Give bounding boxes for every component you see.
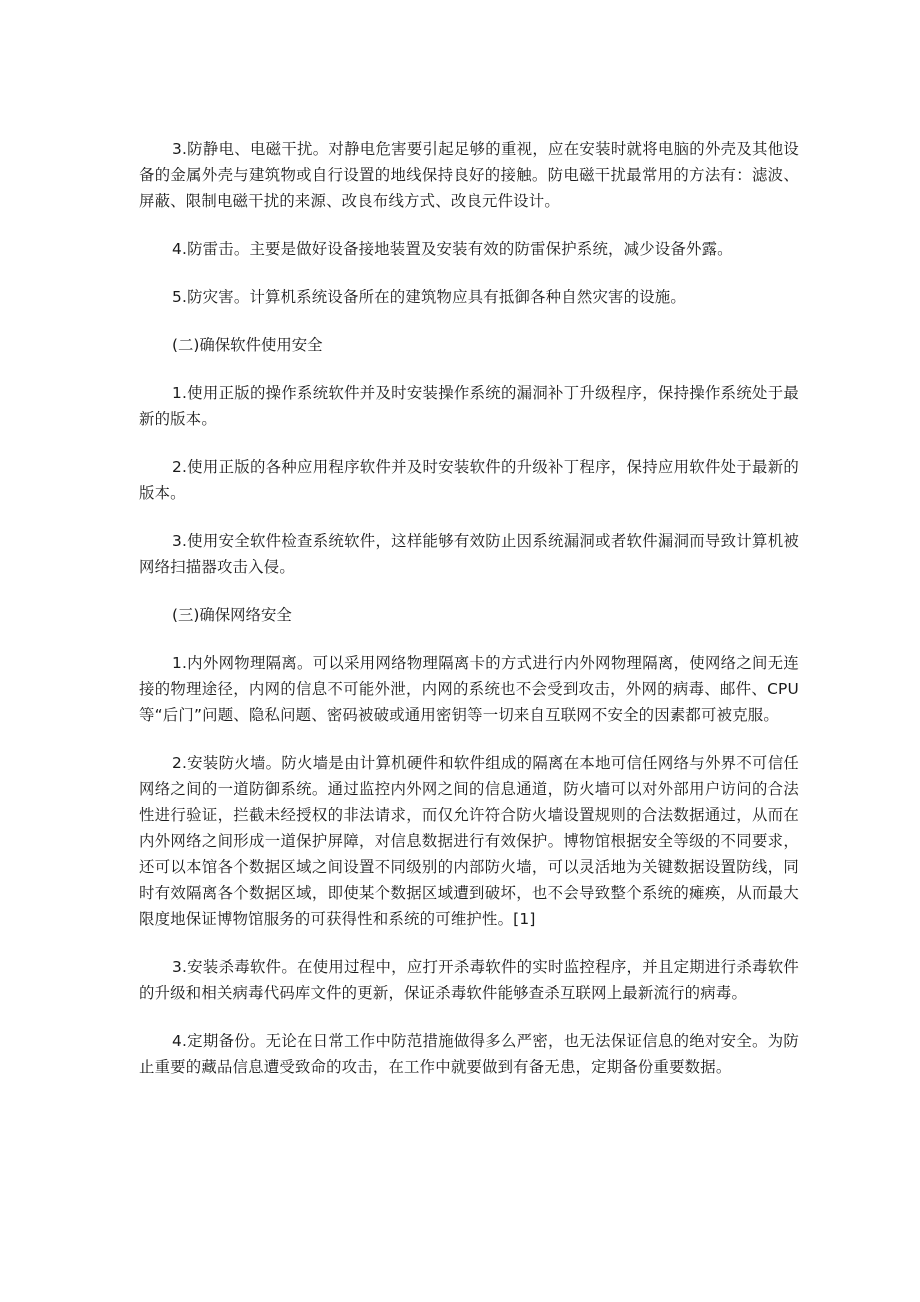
paragraph-security-software: 3.使用安全软件检查系统软件，这样能够有效防止因系统漏洞或者软件漏洞而导致计算机被网络扫描器攻击入侵。 [139,532,799,576]
paragraph-physical-isolation: 1.内外网物理隔离。可以采用网络物理隔离卡的方式进行内外网物理隔离，使网络之间无连接的物理途径，内网的信息不可能外泄，内网的系统也不会受到攻击，外网的病毒、邮件、CPU 等“后门”问题、隐私问题、密码被破或通用密钥等一切来自互联网不安全的因素都可被克服。 [139,654,799,724]
paragraph-backup: 4.定期备份。无论在日常工作中防范措施做得多么严密，也无法保证信息的绝对安全。为防止重要的藏品信息遭受致命的攻击，在工作中就要做到有备无患，定期备份重要数据。 [139,1032,799,1076]
section-heading-software: (二)确保软件使用安全 [172,336,323,354]
paragraph-antivirus: 3.安装杀毒软件。在使用过程中，应打开杀毒软件的实时监控程序，并且定期进行杀毒软件的升级和相关病毒代码库文件的更新，保证杀毒软件能够查杀互联网上最新流行的病毒。 [139,958,799,1002]
paragraph-lightning: 4.防雷击。主要是做好设备接地装置及安装有效的防雷保护系统，减少设备外露。 [172,240,733,258]
paragraph-app-patches: 2.使用正版的各种应用程序软件并及时安装软件的升级补丁程序，保持应用软件处于最新的版本。 [139,458,799,502]
paragraph-os-patches: 1.使用正版的操作系统软件并及时安装操作系统的漏洞补丁升级程序，保持操作系统处于最新的版本。 [139,384,799,428]
document-page [139,136,799,1102]
paragraph-disaster: 5.防灾害。计算机系统设备所在的建筑物应具有抵御各种自然灾害的设施。 [172,288,686,306]
paragraph-antistatic: 3.防静电、电磁干扰。对静电危害要引起足够的重视，应在安装时就将电脑的外壳及其他设备的金属外壳与建筑物或自行设置的地线保持良好的接触。防电磁干扰最常用的方法有：滤波、屏蔽、限制电磁干扰的来源、改良布线方式、改良元件设计。 [139,140,799,210]
paragraph-firewall: 2.安装防火墙。防火墙是由计算机硬件和软件组成的隔离在本地可信任网络与外界不可信任网络之间的一道防御系统。通过监控内外网之间的信息通道，防火墙可以对外部用户访问的合法性进行验证，拦截未经授权的非法请求，而仅允许符合防火墙设置规则的合法数据通过，从而在内外网络之间形成一道保护屏障，对信息数据进行有效保护。博物馆根据安全等级的不同要求，还可以本馆各个数据区域之间设置不同级别的内部防火墙，可以灵活地为关键数据设置防线，同时有效隔离各个数据区域，即使某个数据区域遭到破坏，也不会导致整个系统的瘫痪，从而最大限度地保证博物馆服务的可获得性和系统的可维护性。[1] [139,754,799,928]
section-heading-network: (三)确保网络安全 [172,606,292,624]
